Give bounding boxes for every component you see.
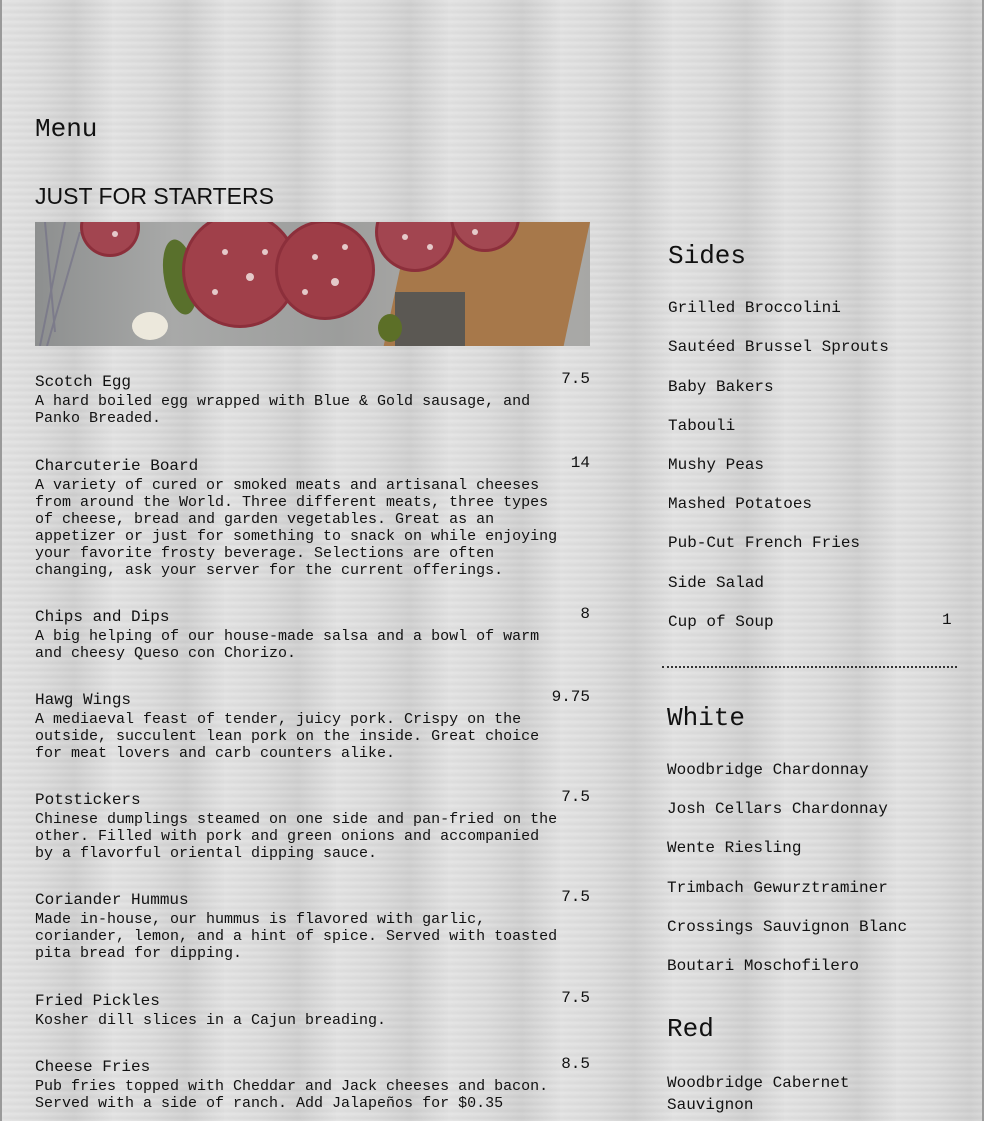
side-item: Sautéed Brussel Sprouts [668,338,889,356]
menu-item [35,790,590,862]
wine-item: Woodbridge Chardonnay [667,761,869,779]
wine-item: Woodbridge Cabernet Sauvignon [667,1074,850,1114]
menu-item [35,607,590,662]
item-description: Kosher dill slices in a Cajun breading. [35,1012,387,1029]
item-name: Hawg Wings [35,691,132,709]
wine-item: Trimbach Gewurztraminer [667,879,888,897]
wine-item: Crossings Sauvignon Blanc [667,918,908,936]
item-description: A big helping of our house-made salsa and a bowl of warm and cheesy Queso con Chorizo. [35,628,540,662]
item-price: 8.5 [561,1055,590,1073]
side-item: Baby Bakers [668,378,774,396]
item-price: 7.5 [561,788,590,806]
item-price: 14 [570,454,590,472]
item-name: Chips and Dips [35,608,170,626]
item-price: 8 [580,605,590,623]
side-item: Mushy Peas [668,456,765,474]
item-description: A hard boiled egg wrapped with Blue & Gold sausage, and Panko Breaded. [35,393,531,427]
soup-price: 1 [942,611,952,629]
side-item: Pub-Cut French Fries [668,534,861,552]
charcuterie-photo [35,222,590,346]
white-wine-title: White [667,703,746,733]
item-name: Potstickers [35,791,141,809]
item-price: 7.5 [561,888,590,906]
item-description: A mediaeval feast of tender, juicy pork. Crispy on the outside, succulent lean pork on the inside. Great choice for meat lovers and carb counters alike. [35,711,540,762]
item-name: Charcuterie Board [35,457,199,475]
side-item: Cup of Soup [668,613,774,631]
sides-title: Sides [668,241,747,271]
side-item: Side Salad [668,574,765,592]
item-name: Cheese Fries [35,1058,151,1076]
menu-item [35,372,590,427]
item-price: 9.75 [551,688,590,706]
menu-item [35,890,590,962]
item-price: 7.5 [561,370,590,388]
item-description: Made in-house, our hummus is flavored with garlic, coriander, lemon, and a hint of spice. Served with toasted pita bread for dipping. [35,911,558,962]
menu-item [35,991,590,1029]
item-name: Fried Pickles [35,992,160,1010]
side-item: Mashed Potatoes [668,495,813,513]
side-item: Tabouli [668,417,736,435]
red-wine-title: Red [667,1014,714,1044]
side-item: Grilled Broccolini [668,299,841,317]
menu-item [35,690,590,762]
item-description: Chinese dumplings steamed on one side and pan-fried on the other. Filled with pork and green onions and accompanied by a flavorful oriental dipping sauce. [35,811,558,862]
wine-item: Boutari Moschofilero [667,957,860,975]
item-name: Scotch Egg [35,373,132,391]
wine-item: Wente Riesling [667,839,802,857]
left-border [0,0,2,1121]
item-price: 7.5 [561,989,590,1007]
menu-item [35,456,590,579]
menu-item [35,1057,590,1112]
section-title-starters: JUST FOR STARTERS [35,183,274,209]
wine-item: Josh Cellars Chardonnay [667,800,888,818]
item-description: Pub fries topped with Cheddar and Jack cheeses and bacon. Served with a side of ranch. Add Jalapeños for $0.35 [35,1078,549,1112]
menu-title: Menu [35,114,98,144]
dotted-divider [662,666,957,668]
item-description: A variety of cured or smoked meats and artisanal cheeses from around the World. Three different meats, three types of cheese, bread and garden vegetables. Great as an appetizer or just for something to snack on while enjoying your favorite frosty beverage. Selections are often changing, ask your server for the current offerings. [35,477,558,579]
item-name: Coriander Hummus [35,891,189,909]
